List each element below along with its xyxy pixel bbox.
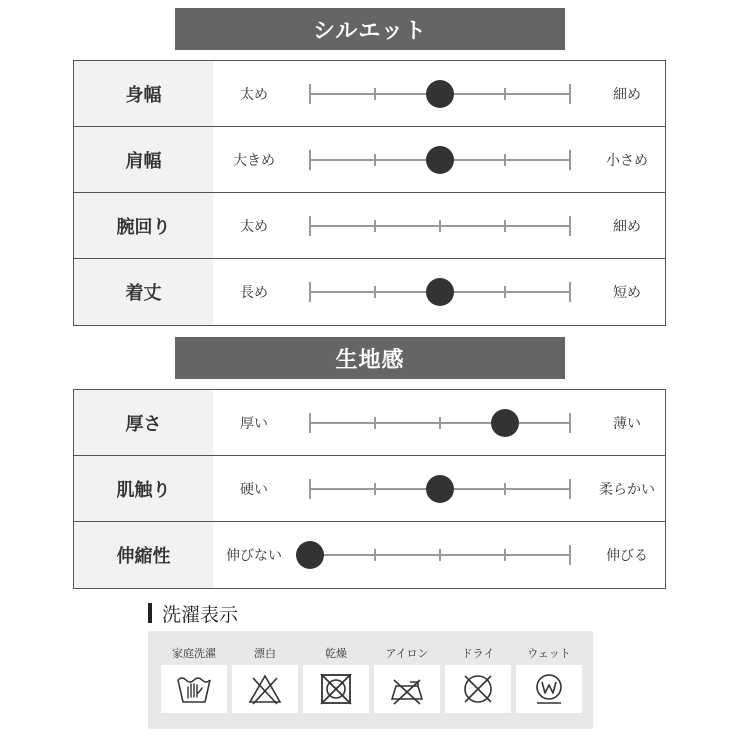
scale-marker (296, 541, 324, 569)
care-symbol-box (374, 665, 440, 713)
texture-row-stretch (74, 522, 665, 588)
left-label: 硬い (240, 481, 268, 498)
scale-tick (569, 150, 571, 170)
right-label: 細め (613, 86, 641, 103)
scale-tick (374, 88, 376, 100)
care-item-wet (516, 631, 582, 729)
silhouette-row-length (74, 259, 665, 325)
care-label: 乾燥 (325, 647, 347, 660)
scale-marker (426, 80, 454, 108)
row-label: 伸縮性 (74, 522, 213, 588)
left-label: 長め (240, 285, 268, 301)
scale-tick (374, 417, 376, 429)
row-label: 着丈 (74, 259, 213, 325)
right-label: 細め (613, 218, 641, 235)
rating-scale (310, 259, 570, 325)
left-label: 太め (240, 218, 268, 235)
scale-tick (439, 417, 441, 429)
hand-wash-icon (175, 672, 213, 706)
scale-marker (426, 475, 454, 503)
left-label: 伸びない (226, 548, 282, 564)
scale-tick (569, 479, 571, 499)
scale-tick (504, 286, 506, 298)
scale-tick (569, 216, 571, 236)
no-tumble-dry-icon (317, 672, 355, 706)
texture-header (175, 337, 565, 379)
scale-tick (504, 483, 506, 495)
silhouette-row-shoulder-width (74, 127, 665, 193)
care-item-dry-clean (445, 631, 511, 729)
no-bleach-icon (246, 672, 284, 706)
care-symbol-box (161, 665, 227, 713)
rating-scale (310, 522, 570, 588)
scale-tick (374, 154, 376, 166)
left-label: 厚い (240, 415, 268, 432)
care-item-iron (374, 631, 440, 729)
wet-clean-icon (530, 672, 568, 706)
texture-row-touch (74, 456, 665, 522)
right-label: 小さめ (606, 152, 648, 169)
scale-tick (569, 282, 571, 302)
texture-table (73, 389, 666, 589)
care-title-text: 洗濯表示 (162, 603, 239, 626)
scale-tick (374, 286, 376, 298)
care-item-home-wash (161, 631, 227, 729)
care-symbol-box (516, 665, 582, 713)
scale-tick (309, 216, 311, 236)
left-label: 太め (240, 86, 268, 103)
scale-marker (426, 146, 454, 174)
no-dry-clean-icon (459, 672, 497, 706)
row-label: 肩幅 (74, 127, 213, 192)
scale-tick (309, 479, 311, 499)
silhouette-title: シルエット (312, 18, 427, 44)
scale-tick (504, 154, 506, 166)
care-item-dry (303, 631, 369, 729)
right-label: 伸びる (606, 548, 648, 564)
care-label: 家庭洗濯 (172, 647, 216, 660)
scale-tick (309, 84, 311, 104)
scale-tick (439, 549, 441, 561)
row-label: 肌触り (74, 456, 213, 521)
care-symbol-box (232, 665, 298, 713)
scale-tick (504, 549, 506, 561)
rating-scale (310, 390, 570, 455)
scale-tick (374, 549, 376, 561)
scale-marker (426, 278, 454, 306)
silhouette-table (73, 60, 666, 326)
silhouette-row-arm-circumference (74, 193, 665, 259)
care-label: ウェット (527, 647, 571, 660)
scale-tick (374, 483, 376, 495)
care-label: アイロン (385, 647, 429, 660)
row-label: 厚さ (74, 390, 213, 455)
scale-tick (569, 413, 571, 433)
silhouette-header (175, 8, 565, 50)
right-label: 短め (613, 285, 641, 301)
scale-marker (491, 409, 519, 437)
rating-scale (310, 456, 570, 521)
scale-tick (309, 150, 311, 170)
right-label: 柔らかい (599, 481, 655, 498)
row-label: 腕回り (74, 193, 213, 258)
no-iron-icon (388, 672, 426, 706)
care-panel (148, 631, 593, 729)
scale-tick (374, 220, 376, 232)
texture-title: 生地感 (335, 347, 405, 373)
rating-scale (310, 193, 570, 258)
row-label: 身幅 (74, 61, 213, 126)
scale-tick (439, 220, 441, 232)
care-label: 漂白 (254, 647, 276, 660)
care-symbol-box (445, 665, 511, 713)
rating-scale (310, 127, 570, 192)
scale-tick (309, 282, 311, 302)
care-symbol-box (303, 665, 369, 713)
scale-tick (504, 88, 506, 100)
scale-tick (504, 220, 506, 232)
title-bar (148, 603, 152, 623)
care-title (148, 601, 238, 625)
scale-tick (569, 84, 571, 104)
care-item-bleach (232, 631, 298, 729)
right-label: 薄い (613, 415, 641, 432)
texture-row-thickness (74, 390, 665, 456)
scale-tick (569, 545, 571, 565)
care-label: ドライ (461, 647, 495, 660)
silhouette-row-body-width (74, 61, 665, 127)
left-label: 大きめ (233, 152, 275, 169)
scale-tick (309, 413, 311, 433)
rating-scale (310, 61, 570, 126)
